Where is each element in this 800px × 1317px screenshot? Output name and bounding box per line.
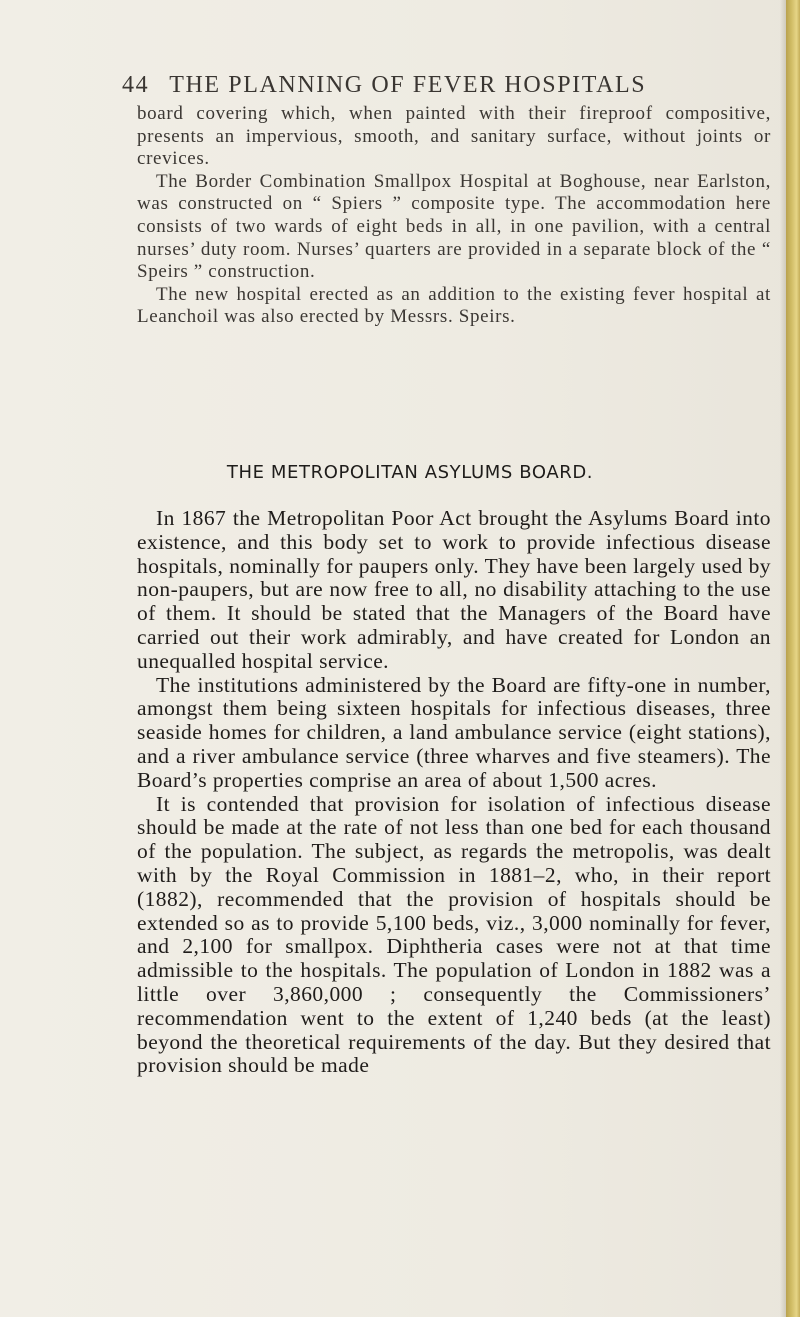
intro-paragraph-3: The new hospital erected as an addition to the existing fever hospital at Leanchoil was also erected by Messrs. Speirs. xyxy=(137,283,771,328)
intro-text-block xyxy=(137,103,771,329)
intro-paragraph-1: board covering which, when painted with their fireproof compositive, presents an impervious, smooth, and sanitary surface, without joints or crevices. xyxy=(137,103,771,170)
running-head xyxy=(122,72,646,99)
page-number: 44 xyxy=(122,72,150,98)
page-edge xyxy=(786,0,800,1317)
section-paragraph-2: The institutions administered by the Board are fifty-one in number, amongst them being sixteen hospitals for infectious diseases, three seaside homes for children, a land ambulance service (eight stations), and a river ambulance service (three wharves and five steamers). The Board’s properties comprise an area of about 1,500 acres. xyxy=(137,672,771,792)
running-title: THE PLANNING OF FEVER HOSPITALS xyxy=(169,72,647,98)
section-heading: THE METROPOLITAN ASYLUMS BOARD. xyxy=(226,462,594,483)
intro-paragraph-2: The Border Combination Smallpox Hospital at Boghouse, near Earlston, was constructed on “ Spiers ” composite type. The accommodation here consists of two wards of eight beds in all, in one pavilion, with a central nurses’ duty room. Nurses’ quarters are provided in a separate block of the “ Speirs ” construction. xyxy=(137,170,771,283)
section-paragraph-3: It is contended that provision for isolation of infectious disease should be made at the rate of not less than one bed for each thousand of the population. The subject, as regards the metropolis, was dealt with by the Royal Commission in 1881–2, who, in their report (1882), recommended that the provision of hospitals should be extended so as to provide 5,100 beds, viz., 3,000 nominally for fever, and 2,100 for smallpox. Diphtheria cases were not at that time admissible to the hospitals. The population of London in 1882 was a little over 3,860,000 ; consequently the Commissioners’ recommendation went to the extent of 1,240 beds (at the least) beyond the theoretical requirements of the day. But they desired that provision should be made xyxy=(137,791,771,1078)
section-paragraph-1: In 1867 the Metropolitan Poor Act brought the Asylums Board into existence, and this body set to work to provide infectious disease hospitals, nominally for paupers only. They have been largely used by non-paupers, but are now free to all, no disability attaching to the use of them. It should be stated that the Managers of the Board have carried out their work admirably, and have created for London an unequalled hospital service. xyxy=(137,506,771,673)
section-text-block xyxy=(137,507,771,1078)
